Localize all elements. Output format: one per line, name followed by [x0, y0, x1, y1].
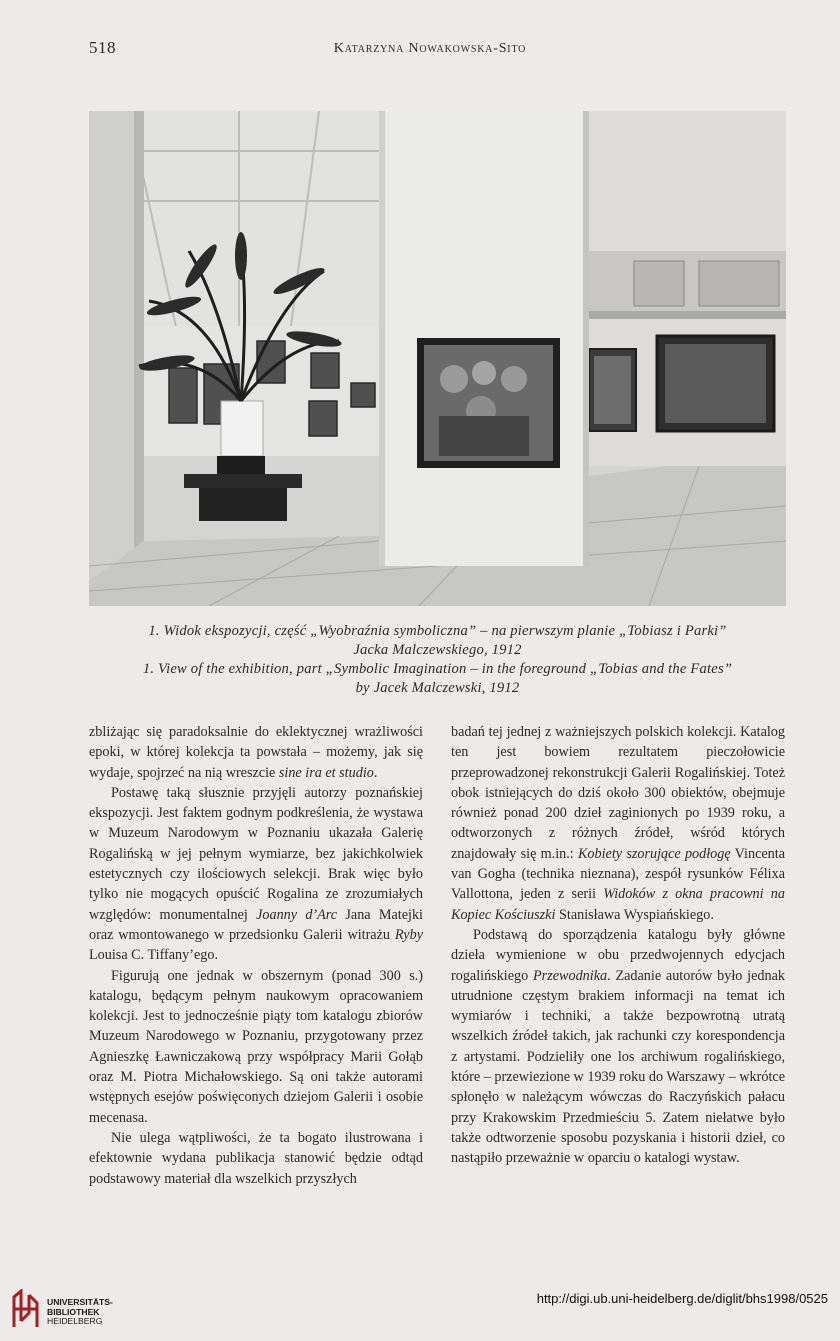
running-head: Katarzyna Nowakowska-Sito: [333, 41, 527, 56]
caption-english-line-2: by Jacek Malczewski, 1912: [355, 680, 520, 696]
paragraph: Podstawą do sporządzenia katalogu były główne dzieła wymienione w obu przedwojennych edycjach rogalińskiego Przewodnika. Zadanie autorów było jednak utrudnione częstym brakiem informacji na temat ich wymiarów i techniki, a także bezpowrotną utratą wszelkich źródeł takich, jak rachunki czy korespondencja z artystami. Podzieliły one los archiwum rogalińskiego, które – przewiezione w 1939 roku do Warszawy – wkrótce spłonęło w należącym wówczas do Raczyńskich pałacu przy Krakowskim Przedmieściu 5. Zatem niełatwe było także odtworzenie sposobu pozyskania i historii dzieł, co nastąpiło przeważnie w oparciu o katalogi wystaw.: [451, 926, 785, 1167]
paragraph: badań tej jednej z ważniejszych polskich kolekcji. Katalog ten jest bowiem rezultatem pieczołowicie przeprowadzonej rekonstrukcji Galerii Rogalińskiej. Toteż obok istniejących do dziś około 300 obiektów, obejmuje również ponad 200 dzieł zaginionych po 1939 roku, a odtworzonych z różnych źródeł, wśród których znajdowały się m.in.: Kobiety szorujące podłogę Vincenta van Gogha (technika nieznana), zespół rysunków Félixa Vallottona, jeden z serii Widoków z okna pracowni na Kopiec Kościuszki Stanisława Wyspiańskiego.: [451, 724, 785, 923]
left-column: [89, 722, 423, 1189]
library-logo[interactable]: [11, 1289, 146, 1329]
caption-polish-line-2: Jacka Malczewskiego, 1912: [353, 642, 522, 658]
page-number: 518: [89, 38, 116, 57]
library-name: UNIVERSITÄTS- BIBLIOTHEK HEIDELBERG: [47, 1297, 113, 1326]
paragraph: Nie ulega wątpliwości, że ta bogato ilustrowana i efektownie wydana publikacja stanowić będzie odtąd podstawowy materiał dla wszelkich przyszłych: [89, 1129, 423, 1187]
caption-polish-line-1: 1. Widok ekspozycji, część „Wyobraźnia symboliczna” – na pierwszym planie „Tobiasz i Parki”: [148, 623, 727, 639]
right-column: [451, 722, 785, 1169]
source-url-link[interactable]: http://digi.ub.uni-heidelberg.de/diglit/bhs1998/0525: [536, 1291, 828, 1306]
paragraph: Figurują one jednak w obszernym (ponad 300 s.) katalogu, będącym pełnym naukowym opracowaniem kolekcji. Jest to jednocześnie piąty tom katalogu zbiorów Muzeum Narodowego w Poznaniu, przygotowany przez Agnieszkę Ławniczakową przy współpracy Marii Gołąb oraz M. Piotra Michałowskiego. Są oni także autorami wstępnych esejów poświęconych dziejom Galerii i osobie mecenasa.: [89, 967, 423, 1126]
library-crest-icon: [11, 1289, 41, 1329]
figure-caption: [89, 622, 786, 698]
paragraph: zbliżając się paradoksalnie do eklektycznej wrażliwości epoki, w której kolekcja ta powstała – możemy, jak się wydaje, spojrzeć na nią wreszcie sine ira et studio.: [89, 724, 423, 781]
exhibition-photo: [89, 111, 786, 606]
caption-english-line-1: 1. View of the exhibition, part „Symbolic Imagination – in the foreground „Tobias and the Fates”: [142, 661, 733, 677]
paragraph: Postawę taką słusznie przyjęli autorzy poznańskiej ekspozycji. Jest faktem godnym podkreślenia, że wystawa w Muzeum Narodowym w Poznaniu ukazała Galerię Rogalińską w jej pełnym wymiarze, bez jakichkolwiek estetycznych czy ilościowych selekcji. Brak więc było tylko nie mogących opuścić Rogalina ze zrozumiałych względów: monumentalnej Joanny d’Arc Jana Matejki oraz wmontowanego w przedsionku Galerii witrażu Ryby Louisa C. Tiffany’ego.: [89, 784, 424, 964]
